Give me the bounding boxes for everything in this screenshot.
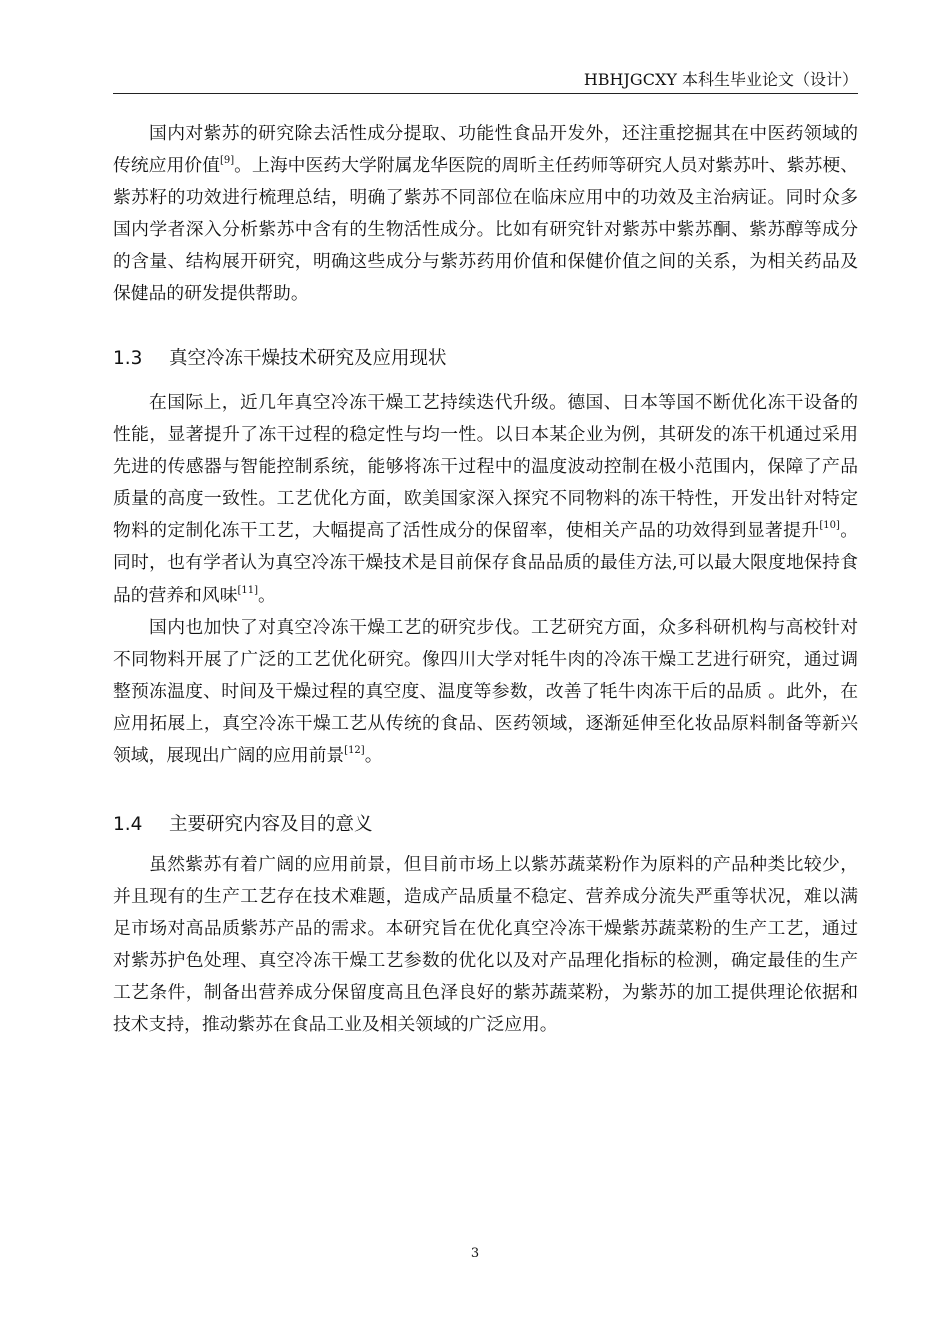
header-rule — [113, 93, 858, 94]
citation: [11] — [237, 584, 259, 596]
citation: [9] — [219, 155, 235, 167]
section-1-4-body — [113, 849, 858, 1042]
section-1-2-continued — [113, 118, 858, 311]
section-title: 真空冷冻干燥技术研究及应用现状 — [169, 348, 447, 369]
section-heading — [113, 344, 858, 374]
section-heading — [113, 810, 858, 840]
paragraph: 在国际上，近几年真空冷冻干燥工艺持续迭代升级。德国、日本等国不断优化冻干设备的性能，显著提升了冻干过程的稳定性与均一性。以日本某企业为例，其研发的冻干机通过采用先进的传感器与智能控制系统，能够将冻干过程中的温度波动控制在极小范围内，保障了产品质量的高度一致性。工艺优化方面，欧美国家深入探究不同物料的冻干特性，开发出针对特定物料的定制化冻干工艺，大幅提高了活性成分的保留率，使相关产品的功效得到显著提升[10]。同时，也有学者认为真空冷冻干燥技术是目前保存食品品质的最佳方法,可以最大限度地保持食品的营养和风味[11]。 — [113, 392, 858, 606]
section-number: 1.4 — [113, 814, 143, 835]
paragraph: 虽然紫苏有着广阔的应用前景，但目前市场上以紫苏蔬菜粉作为原料的产品种类比较少，并且现有的生产工艺存在技术难题，造成产品质量不稳定、营养成分流失严重等状况，难以满足市场对高品质紫苏产品的需求。本研究旨在优化真空冷冻干燥紫苏蔬菜粉的生产工艺，通过对紫苏护色处理、真空冷冻干燥工艺参数的优化以及对产品理化指标的检测，确定最佳的生产工艺条件，制备出营养成分保留度高且色泽良好的紫苏蔬菜粉，为紫苏的加工提供理论依据和技术支持，推动紫苏在食品工业及相关领域的广泛应用。 — [113, 854, 858, 1036]
running-header: HBHJGCXY 本科生毕业论文（设计） — [583, 70, 858, 89]
paragraph: 国内也加快了对真空冷冻干燥工艺的研究步伐。工艺研究方面，众多科研机构与高校针对不同物料开展了广泛的工艺优化研究。像四川大学对牦牛肉的冷冻干燥工艺进行研究，通过调整预冻温度、时间及干燥过程的真空度、温度等参数，改善了牦牛肉冻干后的品质 。此外，在应用拓展上，真空冷冻干燥工艺从传统的食品、医药领域，逐渐延伸至化妆品原料制备等新兴领域，展现出广阔的应用前景[12]。 — [113, 616, 858, 767]
section-1-3-body — [113, 387, 858, 772]
citation: [12] — [344, 745, 365, 757]
section-title: 主要研究内容及目的意义 — [169, 814, 373, 835]
page-number: 3 — [470, 1246, 480, 1261]
citation: [10] — [819, 520, 840, 532]
section-number: 1.3 — [113, 348, 143, 369]
paragraph: 国内对紫苏的研究除去活性成分提取、功能性食品开发外，还注重挖掘其在中医药领域的传统应用价值[9]。上海中医药大学附属龙华医院的周昕主任药师等研究人员对紫苏叶、紫苏梗、紫苏籽的功效进行梳理总结，明确了紫苏不同部位在临床应用中的功效及主治病证。同时众多国内学者深入分析紫苏中含有的生物活性成分。比如有研究针对紫苏中紫苏酮、紫苏醇等成分的含量、结构展开研究，明确这些成分与紫苏药用价值和保健价值之间的关系，为相关药品及保健品的研发提供帮助。 — [113, 123, 858, 305]
